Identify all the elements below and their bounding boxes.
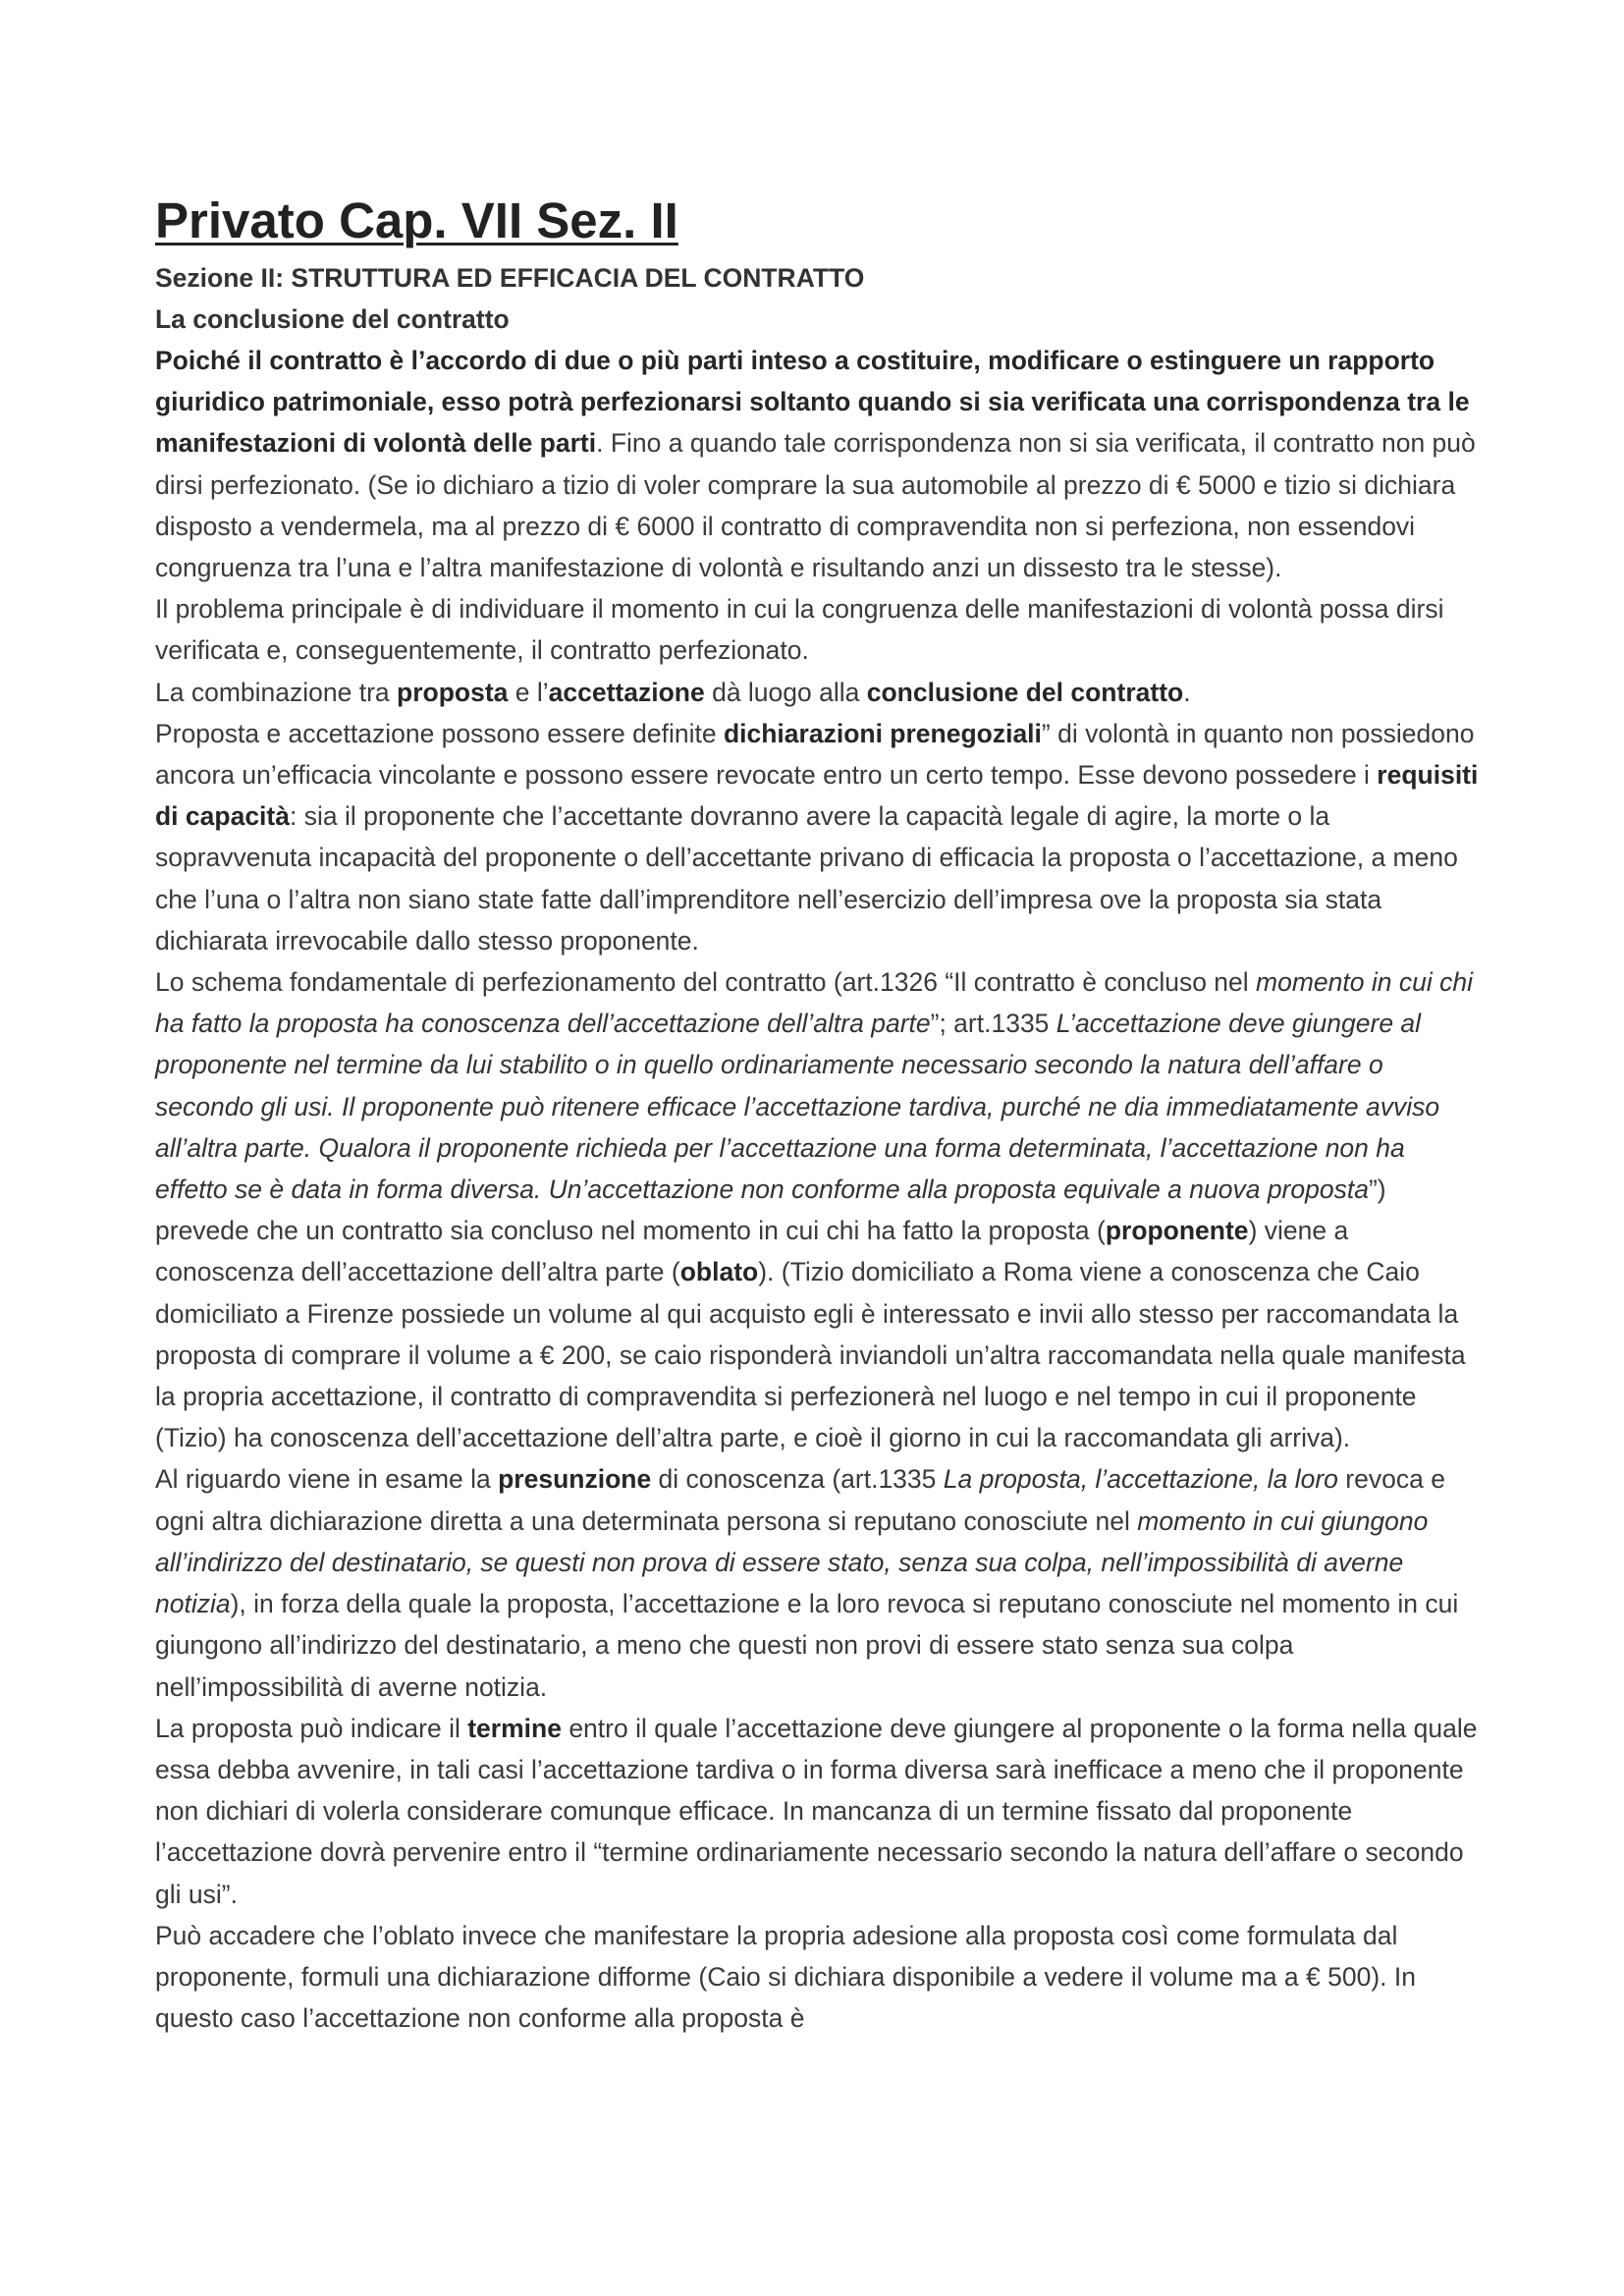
document-page <box>155 191 1481 2039</box>
paragraph <box>155 961 1481 1458</box>
paragraph <box>155 1915 1481 2040</box>
text-run: e l’ <box>508 677 549 707</box>
text-run: di conoscenza (art.1335 <box>651 1464 944 1495</box>
text-run: dà luogo alla <box>704 677 867 707</box>
bold-run: presunzione <box>498 1464 652 1495</box>
italic-run: L’accettazione deve giungere al proponente nel termine da lui stabilito o in quello ordinariamente necessario secondo la natura dell’affare o secondo gli usi. Il proponente può ritenere efficace l’accettazione tardiva, purché ne dia immediatamente avviso all’altra parte. Qualora il proponente richieda per l’accettazione una forma determinata, l’accettazione non ha effetto se è data in forma diversa. Un’accettazione non conforme alla proposta equivale a nuova proposta <box>155 1009 1440 1205</box>
subheading: La conclusione del contratto <box>155 304 510 334</box>
text-run: revoca e ogni altra dichiarazione diretta a una determinata persona si reputano conosciute nel <box>155 1464 1445 1536</box>
text-run: La proposta può indicare il <box>155 1713 468 1743</box>
body-text <box>155 340 1481 2039</box>
text-run: ), in forza della quale la proposta, l’accettazione e la loro revoca si reputano conosciute nel momento in cui giungono all’indirizzo del destinatario, a meno che questi non provi di essere stato senza sua colpa nell’impossibilità di averne notizia. <box>155 1589 1459 1702</box>
text-run: entro il quale l’accettazione deve giungere al proponente o la forma nella quale essa debba avvenire, in tali casi l’accettazione tardiva o in forma diversa sarà inefficace a meno che il proponente non dichiari di volerla considerare comunque efficace. In mancanza di un termine fissato dal proponente l’accettazione dovrà pervenire entro il “termine ordinariamente necessario secondo la natura dell’affare o secondo gli usi”. <box>155 1713 1478 1909</box>
bold-run: oblato <box>679 1257 759 1287</box>
text-run: ). (Tizio domiciliato a Roma viene a conoscenza che Caio domiciliato a Firenze possiede un volume al qui acquisto egli è interessato e invii allo stesso per raccomandata la proposta di comprare il volume a € 200, se caio risponderà inviandoli un’altra raccomandata nella quale manifesta la propria accettazione, il contratto di compravendita si perfezionerà nel luogo e nel tempo in cui il proponente (Tizio) ha conoscenza dell’accettazione dell’altra parte, e cioè il giorno in cui la raccomandata gli arriva). <box>155 1257 1466 1453</box>
bold-run: proposta <box>397 677 509 707</box>
bold-run: termine <box>467 1713 562 1743</box>
paragraph <box>155 1708 1481 1915</box>
paragraph <box>155 340 1481 588</box>
page-title: Privato Cap. VII Sez. II <box>155 192 678 248</box>
text-run: . Fino a quando tale corrispondenza non si sia verificata, il contratto non può dirsi perfezionato. (Se io dichiaro a tizio di voler comprare la sua automobile al prezzo di € 5000 e tizio si dichiara disposto a vendermela, ma al prezzo di € 6000 il contratto di compravendita non si perfeziona, non essendovi congruenza tra l’una e l’altra manifestazione di volontà e risultando anzi un dissesto tra le stesse). <box>155 428 1476 583</box>
paragraph <box>155 1458 1481 1707</box>
bold-run: proponente <box>1105 1216 1249 1246</box>
bold-run: conclusione del contratto <box>866 677 1184 707</box>
bold-run: accettazione <box>548 677 705 707</box>
bold-run: requisiti di capacità <box>155 760 1479 832</box>
text-run: ”) prevede che un contratto sia concluso nel momento in cui chi ha fatto la proposta ( <box>155 1175 1386 1246</box>
text-run: Lo schema fondamentale di perfezionamento del contratto (art.1326 “Il contratto è concluso nel <box>155 967 1257 998</box>
text-run: Al riguardo viene in esame la <box>155 1464 499 1495</box>
text-run: Proposta e accettazione possono essere definite <box>155 718 724 748</box>
text-run: La combinazione tra <box>155 677 398 707</box>
text-run: ” di volontà in quanto non possiedono ancora un’efficacia vincolante e possono essere revocate entro un certo tempo. Esse devono possedere i <box>155 718 1475 791</box>
paragraph <box>155 588 1481 671</box>
text-run: . <box>1183 677 1191 707</box>
text-run: ) viene a conoscenza dell’accettazione dell’altra parte ( <box>155 1216 1349 1287</box>
italic-run: momento in cui giungono all’indirizzo del destinatario, se questi non prova di essere stato, senza sua colpa, nell’impossibilità di averne notizia <box>155 1505 1429 1619</box>
italic-run: La proposta, l’accettazione, la loro <box>943 1464 1338 1495</box>
section-heading: Sezione II: STRUTTURA ED EFFICACIA DEL CONTRATTO <box>155 263 865 293</box>
italic-run: momento in cui chi ha fatto la proposta ha conoscenza dell’accettazione dell’altra parte <box>155 967 1473 1039</box>
bold-run: dichiarazioni prenegoziali <box>723 718 1042 748</box>
text-run: ”; art.1335 <box>930 1009 1056 1039</box>
paragraph <box>155 672 1481 713</box>
text-run: : sia il proponente che l’accettante dovranno avere la capacità legale di agire, la morte o la sopravvenuta incapacità del proponente o dell’accettante privano di efficacia la proposta o l’accettazione, a meno che l’una o l’altra non siano state fatte dall’imprenditore nell’esercizio dell’impresa ove la proposta sia stata dichiarata irrevocabile dallo stesso proponente. <box>155 801 1458 956</box>
paragraph <box>155 713 1481 961</box>
text-run: Può accadere che l’oblato invece che manifestare la propria adesione alla proposta così come formulata dal proponente, formuli una dichiarazione difforme (Caio si dichiara disponibile a vedere il volume ma a € 500). In questo caso l’accettazione non conforme alla proposta è <box>155 1920 1416 2034</box>
bold-run: Poiché il contratto è l’accordo di due o più parti inteso a costituire, modificare o estinguere un rapporto giuridico patrimoniale, esso potrà perfezionarsi soltanto quando si sia verificata una corrispondenza tra le manifestazioni di volontà delle parti <box>155 346 1470 459</box>
text-run: Il problema principale è di individuare il momento in cui la congruenza delle manifestazioni di volontà possa dirsi verificata e, conseguentemente, il contratto perfezionato. <box>155 594 1444 666</box>
